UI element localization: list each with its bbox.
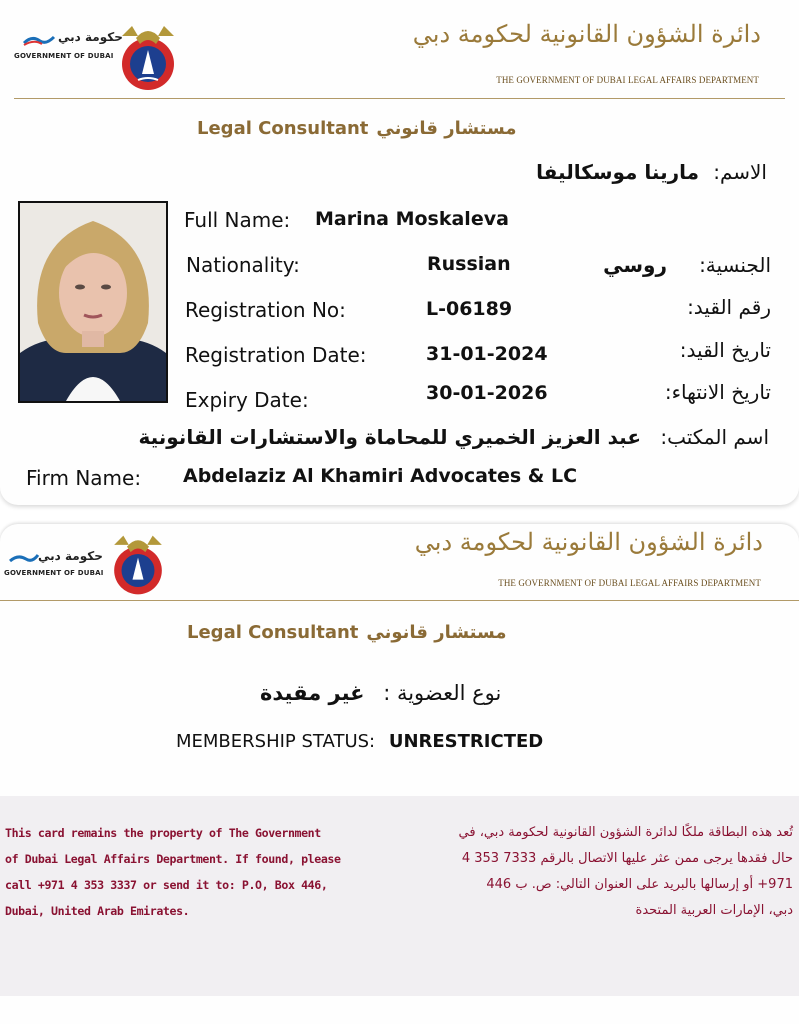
full-name-label: Full Name: <box>184 208 291 232</box>
notice-ar-line: دبي، الإمارات العربية المتحدة <box>635 903 793 918</box>
department-name-ar-back: دائرة الشؤون القانونية لحكومة دبي <box>414 528 763 556</box>
registration-date-label-ar: تاريخ القيد: <box>679 338 771 362</box>
office-label-ar: اسم المكتب: <box>660 425 769 449</box>
gov-logo-en: GOVERNMENT OF DUBAI <box>14 52 114 60</box>
department-name-ar: دائرة الشؤون القانونية لحكومة دبي <box>412 20 761 48</box>
membership-status-ar <box>260 681 501 705</box>
nationality-value: Russian <box>427 253 511 275</box>
notice-ar-line: 971+ أو إرسالها بالبريد على العنوان التالي: ص. ب 446 <box>486 877 793 892</box>
department-name-en: THE GOVERNMENT OF DUBAI LEGAL AFFAIRS DEPARTMENT <box>496 75 759 85</box>
id-card-front <box>0 0 799 505</box>
notice-en-line: call +971 4 353 3337 or send it to: P.O, Box 446, <box>5 878 328 892</box>
name-value-ar: مارينا موسكاليفا <box>536 160 699 184</box>
ownership-notice-ar <box>403 820 793 924</box>
expiry-date-value: 30-01-2026 <box>426 382 548 404</box>
membership-value-ar: غير مقيدة <box>260 681 365 705</box>
dubai-emblem-back-icon <box>104 532 172 598</box>
header-divider-back <box>0 600 799 601</box>
nationality-label-ar: الجنسية: <box>699 253 771 277</box>
membership-value-en: UNRESTRICTED <box>388 731 544 752</box>
registration-no-value: L-06189 <box>426 298 513 320</box>
card-title-back <box>187 622 506 643</box>
notice-ar-line: حال فقدها يرجى ممن عثر عليها الاتصال بالرقم 7333 353 4 <box>461 851 793 866</box>
department-name-en-back: THE GOVERNMENT OF DUBAI LEGAL AFFAIRS DEPARTMENT <box>498 578 761 588</box>
card-title-ar: مستشار قانوني <box>376 118 517 139</box>
notice-en-line: of Dubai Legal Affairs Department. If found, please <box>5 852 341 866</box>
office-value-ar: عبد العزيز الخميري للمحاماة والاستشارات القانونية <box>138 425 641 449</box>
name-label-ar: الاسم: <box>713 160 767 184</box>
expiry-date-label-ar: تاريخ الانتهاء: <box>664 380 771 404</box>
membership-status-en <box>176 731 543 752</box>
gov-logo-mark-back-icon <box>8 552 40 564</box>
notice-en-line: This card remains the property of The Government <box>5 826 321 840</box>
full-name-value: Marina Moskaleva <box>315 208 509 230</box>
firm-name-value: Abdelaziz Al Khamiri Advocates & LC <box>183 465 578 487</box>
firm-name-label: Firm Name: <box>26 466 142 490</box>
card-title-ar-back: مستشار قانوني <box>366 622 507 643</box>
notice-ar-line: تُعد هذه البطاقة ملكًا لدائرة الشؤون القانونية لحكومة دبي، في <box>458 825 793 840</box>
registration-no-label: Registration No: <box>185 298 346 322</box>
registration-no-label-ar: رقم القيد: <box>687 295 771 319</box>
header-divider <box>14 98 785 99</box>
expiry-date-label: Expiry Date: <box>185 388 309 412</box>
membership-label-ar: نوع العضوية : <box>383 681 502 705</box>
gov-logo-mark-icon <box>22 33 56 47</box>
card-title <box>197 118 516 139</box>
nationality-label: Nationality: <box>186 253 300 277</box>
dubai-emblem-icon <box>112 22 184 94</box>
membership-label-en: MEMBERSHIP STATUS: <box>176 731 376 752</box>
card-title-en: Legal Consultant <box>197 118 369 139</box>
ownership-notice-en <box>5 820 383 924</box>
nationality-value-ar: روسي <box>603 253 667 277</box>
holder-photo <box>18 201 168 403</box>
registration-date-value: 31-01-2024 <box>426 343 548 365</box>
card-title-en-back: Legal Consultant <box>187 622 359 643</box>
gov-logo-ar-back: حكومة دبي <box>38 549 103 563</box>
portrait-photo-icon <box>20 203 166 401</box>
gov-logo-ar: حكومة دبي <box>58 30 123 44</box>
notice-en-line: Dubai, United Arab Emirates. <box>5 904 190 918</box>
gov-logo-en-back: GOVERNMENT OF DUBAI <box>4 569 104 577</box>
registration-date-label: Registration Date: <box>185 343 367 367</box>
